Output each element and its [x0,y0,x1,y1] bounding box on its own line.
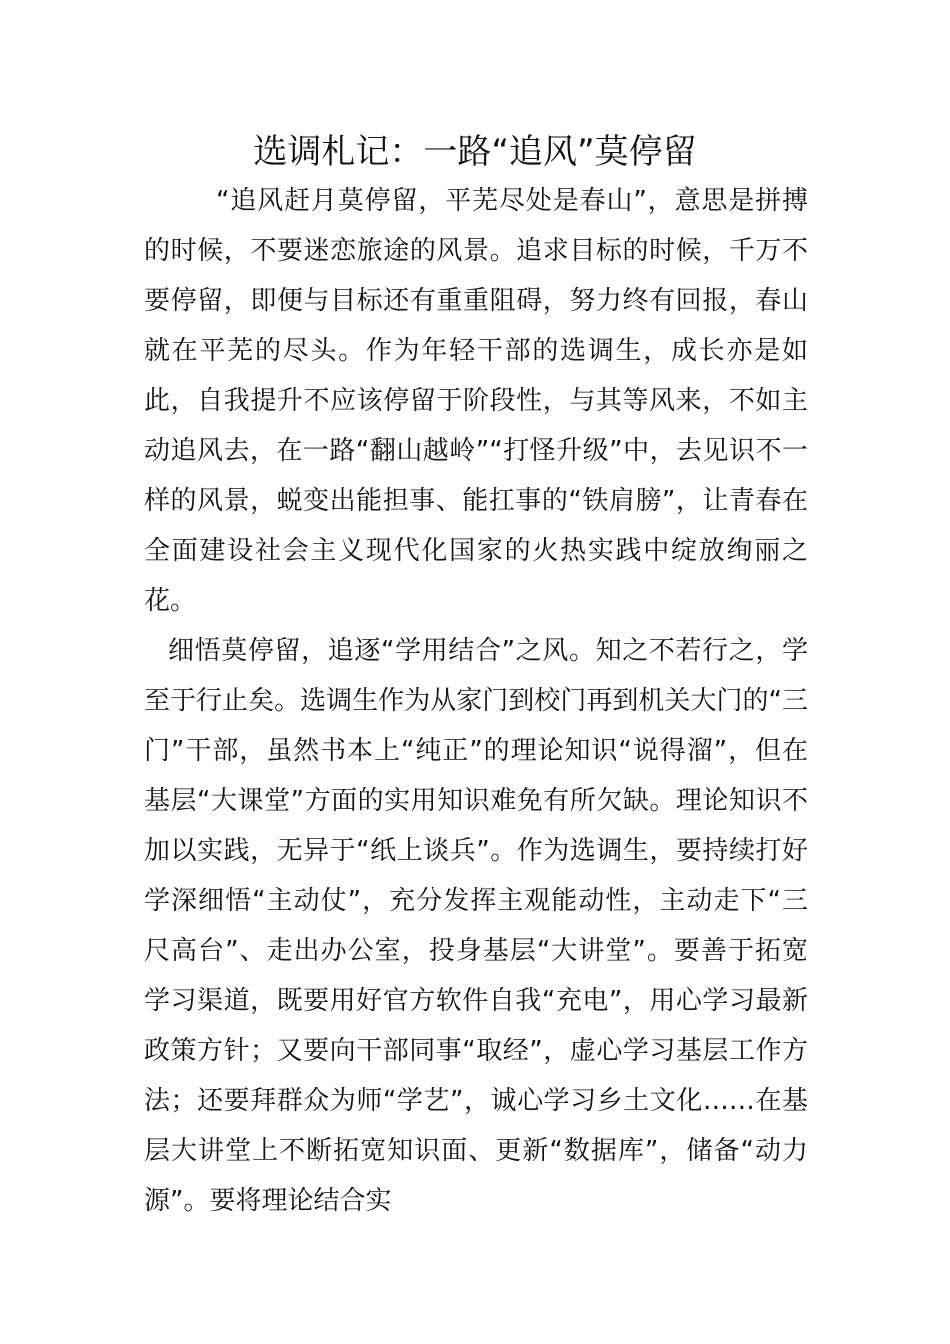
document-body [144,176,808,1226]
paragraph-study-practice: 细悟莫停留，追逐“学用结合”之风。知之不若行之，学至于行止矣。选调生作为从家门到校门再到机关大门的“三门”干部，虽然书本上“纯正”的理论知识“说得溜”，但在基层“大课堂”方面的实用知识难免有所欠缺。理论知识不加以实践，无异于“纸上谈兵”。作为选调生，要持续打好学深细悟“主动仗”，充分发挥主观能动性，主动走下“三尺高台”、走出办公室，投身基层“大讲堂”。要善于拓宽学习渠道，既要用好官方软件自我“充电”，用心学习最新政策方针；又要向干部同事“取经”，虚心学习基层工作方法；还要拜群众为师“学艺”，诚心学习乡土文化……在基层大讲堂上不断拓宽知识面、更新“数据库”，储备“动力源”。要将理论结合实 [144,636,808,1216]
paragraph-intro: “追风赶月莫停留，平芜尽处是春山”，意思是拼搏的时候，不要迷恋旅途的风景。追求目标的时候，千万不要停留，即便与目标还有重重阻碍，努力终有回报，春山就在平芜的尽头。作为年轻干部的选调生，成长亦是如此，自我提升不应该停留于阶段性，与其等风来，不如主动追风去，在一路“翻山越岭”“打怪升级”中，去见识不一样的风景，蜕变出能担事、能扛事的“铁肩膀”，让青春在全面建设社会主义现代化国家的火热实践中绽放绚丽之花。 [144,186,808,616]
document-title: 选调札记：一路“追风”莫停留 [253,132,697,172]
